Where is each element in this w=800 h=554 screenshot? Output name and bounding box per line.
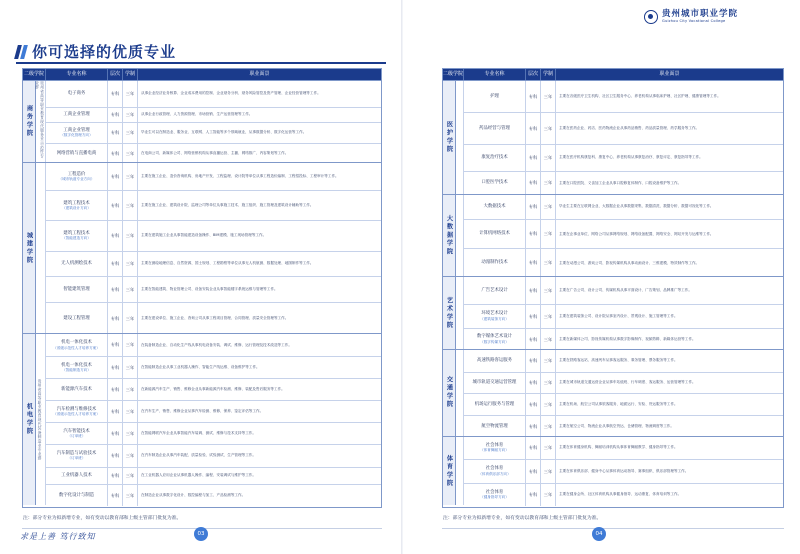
- column-header: 学制: [541, 69, 556, 80]
- college-subtitle: [36, 163, 46, 333]
- column-header: 职业面景: [249, 71, 270, 77]
- major-name-cell: [464, 195, 526, 219]
- table-row: [464, 328, 783, 350]
- career-prospect-cell: 主要在体育健身机构、舞蹈培训机构从事体育舞蹈教学、健身指导等工作。: [559, 445, 678, 450]
- major-name-cell: [464, 394, 526, 415]
- career-prospect-cell: 主要在建设单位、施工企业、咨询公司从事工程项目管理、合同管理、质量安全管理等工作。: [141, 315, 289, 320]
- duration-cell: 三年: [541, 172, 556, 195]
- college-subtitle: [456, 350, 464, 436]
- table-row: [46, 122, 381, 143]
- school-motto: 求是上善 笃行致知: [20, 532, 96, 541]
- table-row: [46, 400, 381, 422]
- major-name-cell: [464, 484, 526, 506]
- major-name: 机场运行服务与管理: [474, 402, 515, 408]
- career-prospect-cell: 主要在口腔医院、义齿加工企业从事口腔修复体制作、口腔设备维护等工作。: [559, 180, 682, 185]
- major-direction: （订单班）: [67, 456, 86, 461]
- college-name: 体育学院: [445, 454, 453, 488]
- major-direction: （城市轨道专业方向）: [58, 177, 95, 182]
- college-subtitle: [36, 334, 46, 505]
- career-prospect-cell: 在智能制造企业从事工业机器人操作、智能生产线运维、设备维护等工作。: [141, 365, 260, 370]
- college-label: [443, 437, 456, 505]
- level-cell: 专科: [526, 373, 541, 394]
- level-cell: 专科: [108, 81, 123, 107]
- major-name-cell: [46, 252, 108, 277]
- major-name-cell: [46, 401, 108, 422]
- college-subtitle: [456, 277, 464, 349]
- college-name: 艺术学院: [445, 296, 453, 330]
- table-row: [46, 422, 381, 444]
- major-name-cell: [46, 81, 108, 107]
- major-name-cell: [46, 303, 108, 335]
- duration-cell: 三年: [541, 329, 556, 350]
- footer-rule-right: [442, 528, 784, 529]
- table-row: [46, 276, 381, 302]
- college-group: [443, 276, 783, 349]
- duration-cell: 三年: [123, 277, 138, 302]
- career-prospect-cell: 主要在医疗机构康复科、康复中心、养老机构从事康复治疗、康复评定、康复指导等工作。: [559, 155, 703, 160]
- major-name: 建筑工程技术: [63, 200, 90, 206]
- college-subtitle: [456, 437, 464, 505]
- level-cell: 专科: [108, 334, 123, 356]
- major-name-cell: [464, 437, 526, 459]
- major-name: 电子商务: [67, 91, 86, 97]
- major-name-cell: [464, 172, 526, 195]
- table-row: [46, 220, 381, 250]
- left-footnote: 注：部分专业为拟新增专业，如有变动以教育部和上级主管部门批复为准。: [23, 516, 182, 521]
- major-name: 数字化设计与制造: [58, 492, 95, 498]
- major-name-cell: [46, 423, 108, 444]
- major-name: 社会体育: [485, 466, 504, 472]
- major-direction: （智能制造方向）: [62, 368, 91, 373]
- duration-cell: 三年: [541, 277, 556, 304]
- duration-cell: 三年: [123, 108, 138, 122]
- major-direction: （体育俱乐部方向）: [478, 471, 511, 476]
- college-label: [443, 350, 456, 436]
- major-name-cell: [46, 357, 108, 378]
- duration-cell: 三年: [123, 144, 138, 164]
- career-prospect-cell: 主要在城市轨道交通运营企业从事车站值班、行车调度、客运服务、运营管理等工作。: [559, 380, 696, 385]
- level-cell: 专科: [526, 145, 541, 171]
- seal-icon: [644, 10, 658, 24]
- college-subtitle: [456, 195, 464, 276]
- career-prospect-cell: 在电商公司、新媒体公司、网络营销机构从事直播运营、主播、网络推广、内容策划等工作。: [141, 150, 289, 155]
- major-name: 网络营销与直播电商: [56, 150, 97, 156]
- table-row: [464, 483, 783, 506]
- college-name: 商务学院: [25, 105, 33, 139]
- duration-cell: 三年: [541, 195, 556, 219]
- level-cell: 专科: [108, 445, 123, 466]
- career-prospect-cell: 主要在体育俱乐部、健身中心从事体育运动指导、赛事组织、俱乐部管理等工作。: [559, 468, 689, 473]
- duration-cell: 三年: [541, 460, 556, 483]
- duration-cell: 三年: [541, 484, 556, 506]
- table-row: [46, 444, 381, 466]
- duration-cell: 三年: [123, 81, 138, 107]
- major-name: 智能建筑管理: [63, 286, 90, 292]
- column-header: 职业面景: [659, 71, 680, 77]
- level-cell: 专科: [526, 437, 541, 459]
- level-cell: 专科: [526, 305, 541, 328]
- level-cell: 专科: [526, 329, 541, 350]
- college-name: 大数据学院: [445, 214, 453, 256]
- major-name: 工业机器人技术: [61, 473, 92, 479]
- level-cell: 专科: [108, 221, 123, 250]
- table-row: [464, 372, 783, 394]
- level-cell: 专科: [108, 252, 123, 277]
- career-prospect-cell: 毕业生可以在制造业、服务业、互联网、人工智能等多个领域就业，从事数据分析、数字化运营等工作。: [141, 130, 307, 135]
- level-cell: 专科: [526, 195, 541, 219]
- table-row: [464, 437, 783, 459]
- level-cell: 专科: [526, 484, 541, 506]
- duration-cell: 三年: [123, 334, 138, 356]
- table-row: [46, 143, 381, 164]
- table-row: [46, 107, 381, 122]
- column-header: 层次: [526, 69, 541, 80]
- career-prospect-cell: 主要在铁路客运站、高速列车从事客运服务、乘务管理、票务服务等工作。: [559, 358, 678, 363]
- major-direction: （智能建造方向）: [62, 236, 91, 241]
- major-name: 新能源汽车技术: [61, 387, 92, 393]
- major-name-cell: [46, 445, 108, 466]
- level-cell: 专科: [526, 460, 541, 483]
- school-name-cn: 贵州城市职业学院: [662, 9, 739, 19]
- college-subtitle: [36, 81, 46, 162]
- level-cell: 专科: [108, 401, 123, 422]
- college-group: [443, 349, 783, 436]
- career-prospect-cell: 从事企业行政管理、人力资源管理、市场营销、生产运营管理等工作。: [141, 112, 253, 117]
- college-label: [23, 334, 36, 505]
- duration-cell: 三年: [123, 401, 138, 422]
- level-cell: 专科: [108, 108, 123, 122]
- career-prospect-cell: 主要在测绘地理信息、自然资源、国土规划、工程勘察等单位从事无人机航测、数据处理、地图制作等工作。: [141, 261, 314, 266]
- career-prospect-cell: 在工业机器人应用企业从事机器人操作、编程、安装调试与维护等工作。: [141, 473, 256, 478]
- level-cell: 专科: [108, 423, 123, 444]
- career-prospect-cell: 从事企业经济业务核算、企业成本费用的控制、企业财务分析、财务风险管控及资产管理、企业经营管理等工作。: [141, 91, 321, 96]
- major-direction: （数字传媒方向）: [480, 339, 509, 344]
- school-name-en: Guizhou City Vocational College: [662, 19, 726, 23]
- major-name: 动漫制作技术: [481, 260, 508, 266]
- major-name-cell: [46, 221, 108, 250]
- table-row: [464, 350, 783, 372]
- duration-cell: 三年: [541, 81, 556, 112]
- duration-cell: 三年: [123, 485, 138, 506]
- page-title: 你可选择的优质专业: [32, 43, 177, 61]
- college-group: [23, 80, 381, 162]
- major-name: 口腔医学技术: [481, 180, 508, 186]
- major-name-cell: [464, 81, 526, 112]
- duration-cell: 三年: [541, 437, 556, 459]
- level-cell: 专科: [526, 172, 541, 195]
- duration-cell: 三年: [541, 373, 556, 394]
- duration-cell: 三年: [541, 305, 556, 328]
- column-header: 专业名称: [464, 69, 526, 80]
- table-row: [464, 112, 783, 143]
- table-row: [46, 163, 381, 190]
- major-name-cell: [46, 123, 108, 143]
- duration-cell: 三年: [123, 123, 138, 143]
- level-cell: 专科: [526, 416, 541, 437]
- major-name-cell: [46, 144, 108, 164]
- career-prospect-cell: 在装备制造企业、自动化生产线从事机电设备安装、调试、维修、运行管理及技术改造等工作。: [141, 342, 292, 347]
- level-cell: 专科: [526, 394, 541, 415]
- major-name: 工商企业管理: [63, 127, 90, 133]
- duration-cell: 三年: [541, 394, 556, 415]
- career-prospect-cell: 主要在机场、航空公司从事旅客服务、地面运行、安检、货运服务等工作。: [559, 402, 678, 407]
- major-name: 机电一体化技术: [61, 340, 92, 346]
- level-cell: 专科: [108, 379, 123, 400]
- college-group: [443, 80, 783, 194]
- college-name: 交通学院: [445, 376, 453, 410]
- level-cell: 专科: [526, 350, 541, 372]
- major-name-cell: [46, 468, 108, 484]
- table-row: [464, 304, 783, 328]
- career-prospect-cell: 主要在动漫公司、游戏公司、影视传媒机构从事动画设计、三维建模、特效制作等工作。: [559, 260, 700, 265]
- level-cell: 专科: [108, 468, 123, 484]
- major-name-cell: [464, 305, 526, 328]
- career-prospect-cell: 在汽车生产、销售、维修企业从事汽车检测、维修、保养、鉴定评估等工作。: [141, 409, 264, 414]
- major-name-cell: [46, 485, 108, 506]
- level-cell: 专科: [526, 220, 541, 248]
- duration-cell: 三年: [123, 379, 138, 400]
- major-name-cell: [464, 460, 526, 483]
- table-row: [46, 302, 381, 335]
- duration-cell: 三年: [541, 113, 556, 143]
- college-label: [443, 195, 456, 276]
- major-name: 数字媒体艺术设计: [476, 334, 513, 340]
- page-number-right: 04: [592, 527, 606, 541]
- college-label: [23, 81, 36, 162]
- major-name: 建筑工程技术: [63, 230, 90, 236]
- major-direction: （数字化管理方向）: [60, 132, 93, 137]
- college-subtitle-text: 贵州省高等职业教育现代装备制造业专业群: [38, 378, 43, 461]
- career-prospect-cell: 在汽车制造企业从事汽车装配、质量检验、试验测试、生产管理等工作。: [141, 453, 256, 458]
- left-majors-table: [22, 68, 382, 508]
- right-footnote: 注：部分专业为拟新增专业，如有变动以教育部和上级主管部门批复为准。: [443, 516, 602, 521]
- level-cell: 专科: [526, 81, 541, 112]
- college-name: 医护学院: [445, 121, 453, 154]
- table-row: [464, 219, 783, 248]
- major-name: 工商企业管理: [63, 111, 90, 117]
- level-cell: 专科: [526, 249, 541, 277]
- major-name: 汽车制造与试验技术: [56, 450, 97, 456]
- table-header: [443, 69, 783, 80]
- career-prospect-cell: 主要在新媒体公司、影视传媒机构从事数字影像制作、视频剪辑、新媒体运营等工作。: [559, 336, 696, 341]
- column-header: 专业名称: [46, 69, 108, 80]
- table-header: [23, 69, 381, 80]
- major-name-cell: [46, 191, 108, 220]
- major-name-cell: [46, 334, 108, 356]
- college-group: [23, 333, 381, 505]
- major-name: 药品经营与管理: [479, 126, 510, 131]
- duration-cell: 三年: [123, 252, 138, 277]
- major-name-cell: [464, 145, 526, 171]
- major-name: 航空物流管理: [481, 423, 508, 429]
- major-name-cell: [464, 350, 526, 372]
- career-prospect-cell: 主要在医药企业、药店、医药物流企业从事药品销售、药品质量管理、药学服务等工作。: [559, 126, 700, 131]
- table-row: [464, 415, 783, 437]
- level-cell: 专科: [526, 113, 541, 143]
- major-name-cell: [464, 249, 526, 277]
- duration-cell: 三年: [123, 191, 138, 220]
- major-name-cell: [46, 163, 108, 190]
- career-prospect-cell: 主要在施工企业、造价咨询机构、房地产开发、工程监理、设计院等单位从事工程造价编制、工程招投标、工程审计等工作。: [141, 174, 339, 179]
- level-cell: 专科: [526, 277, 541, 304]
- major-name: 工程造价: [67, 171, 86, 177]
- major-name: 社会体育: [485, 442, 504, 448]
- duration-cell: 三年: [123, 357, 138, 378]
- career-prospect-cell: 主要在健身会所、社区体育机构从事健身指导、运动康复、体育培训等工作。: [559, 492, 682, 497]
- major-name-cell: [464, 373, 526, 394]
- major-name: 环境艺术设计: [481, 311, 508, 317]
- level-cell: 专科: [108, 303, 123, 335]
- level-cell: 专科: [108, 144, 123, 164]
- career-prospect-cell: 主要在建筑装饰公司、设计院从事室内设计、景观设计、施工管理等工作。: [559, 313, 678, 318]
- college-name: 机电学院: [25, 403, 33, 436]
- college-label: [443, 277, 456, 349]
- major-name: 广告艺术设计: [481, 287, 508, 293]
- table-row: [46, 190, 381, 220]
- major-name: 大数据技术: [483, 204, 506, 210]
- major-direction: （体育舞蹈方向）: [480, 448, 509, 453]
- major-name: 康复治疗技术: [481, 155, 508, 161]
- college-label: [443, 81, 456, 194]
- major-direction: （省级示范性人才培养方案）: [53, 345, 100, 350]
- major-direction: （建筑装饰方向）: [480, 316, 509, 321]
- duration-cell: 三年: [123, 221, 138, 250]
- table-row: [464, 171, 783, 195]
- career-prospect-cell: 主要在广告公司、设计公司、传媒机构从事平面设计、广告策划、品牌推广等工作。: [559, 287, 692, 292]
- table-row: [46, 251, 381, 277]
- major-direction: （省级示范性人才培养方案）: [53, 412, 100, 417]
- major-name-cell: [46, 277, 108, 302]
- duration-cell: 三年: [123, 163, 138, 190]
- slash-mark-icon: [16, 45, 26, 59]
- major-name: 计算机网络技术: [479, 231, 510, 237]
- level-cell: 专科: [108, 277, 123, 302]
- major-name-cell: [464, 329, 526, 350]
- column-header: 二级学院: [23, 69, 46, 80]
- major-name-cell: [464, 416, 526, 437]
- duration-cell: 三年: [123, 468, 138, 484]
- table-row: [464, 248, 783, 277]
- major-name: 护理: [490, 94, 499, 100]
- major-name: 汽车智能技术: [63, 428, 90, 434]
- major-name-cell: [464, 277, 526, 304]
- level-cell: 专科: [108, 485, 123, 506]
- level-cell: 专科: [108, 163, 123, 190]
- table-row: [464, 393, 783, 415]
- career-prospect-cell: 毕业生主要在互联网企业、大数据企业从事数据采集、数据清洗、数据分析、数据可视化等工作。: [559, 204, 714, 209]
- major-name-cell: [46, 108, 108, 122]
- table-row: [464, 277, 783, 304]
- table-row: [46, 378, 381, 400]
- college-group: [443, 436, 783, 505]
- title-block: [16, 41, 176, 62]
- column-header: 二级学院: [443, 69, 464, 80]
- table-row: [464, 81, 783, 112]
- major-name-cell: [46, 379, 108, 400]
- college-group: [443, 194, 783, 276]
- table-row: [464, 459, 783, 483]
- major-name: 高速铁路客运服务: [476, 357, 513, 363]
- table-row: [46, 484, 381, 506]
- table-row: [46, 467, 381, 484]
- table-row: [46, 81, 381, 107]
- duration-cell: 三年: [123, 445, 138, 466]
- career-prospect-cell: 在制造企业从事数字化设计、数控编程与加工、产品检测等工作。: [141, 492, 246, 497]
- career-prospect-cell: 主要在智能建筑、物业管理公司、设备安装企业从事智能楼宇系统运维与管理等工作。: [141, 286, 278, 291]
- college-group: [23, 162, 381, 333]
- column-header: 学制: [123, 69, 138, 80]
- major-name-cell: [464, 220, 526, 248]
- college-subtitle-text: 贵州省高等职业教育现代服务业示范性专业群: [35, 81, 46, 159]
- level-cell: 专科: [108, 123, 123, 143]
- major-name: 社会体育: [485, 489, 504, 495]
- level-cell: 专科: [108, 191, 123, 220]
- table-row: [46, 334, 381, 356]
- title-underline: [16, 62, 386, 64]
- career-prospect-cell: 在智能网联汽车企业从事智能汽车装调、测试、维修与技术支持等工作。: [141, 431, 256, 436]
- duration-cell: 三年: [541, 220, 556, 248]
- table-row: [464, 195, 783, 219]
- major-direction: （建筑设计方向）: [62, 206, 91, 211]
- page-fold: [401, 0, 403, 554]
- duration-cell: 三年: [541, 249, 556, 277]
- major-name: 汽车检测与维修技术: [56, 406, 97, 412]
- career-prospect-cell: 主要在施工企业、建筑设计院、监理公司等单位从事施工技术、施工组织、施工管理及建筑设计辅助等工作。: [141, 203, 314, 208]
- duration-cell: 三年: [541, 350, 556, 372]
- college-label: [23, 163, 36, 333]
- duration-cell: 三年: [541, 145, 556, 171]
- major-name: 机电一体化技术: [61, 362, 92, 368]
- major-name: 城市轨道交通运营管理: [472, 380, 517, 386]
- right-majors-table: [442, 68, 784, 508]
- career-prospect-cell: 主要在航空公司、物流企业从事航空货运、仓储管理、物流调度等工作。: [559, 424, 674, 429]
- page-number-left: 03: [194, 527, 208, 541]
- major-direction: （健身指导方向）: [480, 495, 509, 500]
- career-prospect-cell: 主要在各级医疗卫生机构、社区卫生服务中心、养老机构从事临床护理、社区护理、健康管理等工作。: [559, 94, 721, 99]
- duration-cell: 三年: [123, 423, 138, 444]
- career-prospect-cell: 主要在企事业单位、网络公司从事网络规划、网络设备配置、网络安全、网站开发与运维等工作。: [559, 231, 714, 236]
- major-direction: （订单班）: [67, 434, 86, 439]
- level-cell: 专科: [108, 357, 123, 378]
- table-row: [464, 144, 783, 171]
- major-name-cell: [464, 113, 526, 143]
- career-prospect-cell: 在新能源汽车生产、销售、维修企业从事新能源汽车检测、维修、装配及售后服务等工作。: [141, 387, 285, 392]
- college-name: 城建学院: [25, 231, 33, 265]
- major-name: 建设工程管理: [63, 315, 90, 321]
- career-prospect-cell: 主要在建筑施工企业从事智能建造设备操作、BIM建模、施工现场管理等工作。: [141, 233, 267, 238]
- table-row: [46, 356, 381, 378]
- school-logo: [644, 9, 738, 24]
- major-name: 无人机测绘技术: [61, 261, 92, 267]
- column-header: 层次: [108, 69, 123, 80]
- duration-cell: 三年: [541, 416, 556, 437]
- college-subtitle: [456, 81, 464, 194]
- duration-cell: 三年: [123, 303, 138, 335]
